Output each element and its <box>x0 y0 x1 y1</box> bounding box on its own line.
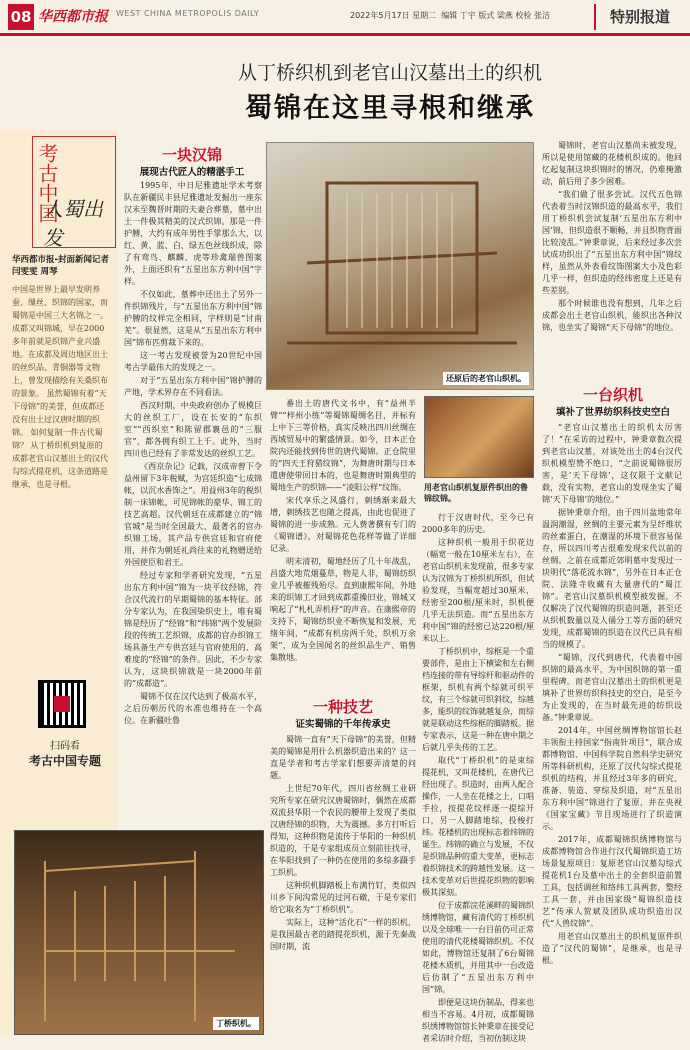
scan-line2: 考古中国专题 <box>28 754 101 768</box>
paragraph: 上世纪70年代，四川省丝绸工业研究所专家在研究汉唐蜀锦时，偶然在成都双流县华阳一个农民的腰带上发现了类似汉唐经锦的织物，大为震撼。多方打听后得知，这种织物是流传于华阳的一种织机织造的，于是专家组成员立刻前往找寻，在华阳找到了一种仍在使用的多综多蹑手工织机。 <box>270 784 416 877</box>
seal-top-text: 考古中国 <box>35 143 59 223</box>
paragraph: 这一考古发现被誉为20世纪中国考古学最伟大的发现之一。 <box>124 351 262 372</box>
column-seal <box>32 136 116 248</box>
section3-body <box>542 422 682 1038</box>
byline: 华西都市报-封面新闻记者 闫雯雯 周琴 <box>12 255 110 277</box>
page-number: 08 <box>8 4 34 30</box>
qr-code-icon[interactable] <box>38 680 86 728</box>
section3-title: 一台织机 <box>582 386 643 404</box>
paragraph: 用老官山汉墓出土的织机复原件织造了“汉代的蜀锦”，是继承，也是寻根。 <box>542 932 682 965</box>
paragraph: 明末清初，蜀地经历了几十年战乱，昌盛大地荒烟蔓草，物是人非，蜀锦纺织业几乎被摧残殆尽。直到康熙年间，外地来的织锦工才回到成都重操旧业，锦城又响起了“札札弄机杼”的声音。在康熙帝的支持下，蜀锦纺织业不断恢复和发展，光绪年间，“成都有机房两千处，织机万余架”，成为全国闻名的丝织品生产、销售集散地。 <box>270 557 416 662</box>
section1-continued <box>270 398 416 688</box>
section1-body <box>124 180 262 828</box>
paragraph: “我们做了很多尝试。汉代五色锦代表着当时汉锦织造的最高水平，我们用丁桥织机尝试复制‘五星出东方利中国’锦，但织造很不顺畅，并且织物背面比较凌乱。”钟秉章说，后来经过多次尝试成功织出了“五星出东方利中国”锦纹样，虽然从外表看纹饰图案大小及色彩几乎一样，但织造的经纬密度上还是有些差别。 <box>542 190 682 295</box>
issue-meta <box>350 10 550 21</box>
sidebar-intro: 中国是世界上最早发明养蚕、缫丝、织锦的国家，而蜀锦是中国三大名锦之一。成都又叫锦城，早在2000多年前就是织锦产业兴盛地。在成都及周边地区出土的丝织品、青铜器等文物上，曾发现描绘有关桑织布的景象。 虽然蜀锦有着“天下母锦”的美誉，但成都还没有出土过汉唐时期的织锦。 如何复制一件古代蜀锦？ 从丁桥织机到复原的成都老官山汉墓出土的汉代勾综式提花机，这条道路是继承，也是寻根。 <box>12 285 108 489</box>
headline-main: 蜀锦在这里寻根和继承 <box>245 93 535 124</box>
loom-illustration <box>15 831 265 1036</box>
section1-subtitle: 展现古代匠人的精湛手工 <box>139 167 245 178</box>
paragraph: 1995年，中日尼雅遗址学术考察队在新疆民丰县尼雅遗址发掘出一座东汉末至魏晋时期的夫妻合葬墓，墓中出土一件极其精美的汉式织锦。那是一件护膊，大约有成年男性手掌那么大，以红、黄、蓝、白、绿五色丝线织成，除了有鸾鸟、麒麟、虎等珍禽瑞兽图案外，上面还织有“五星出东方利中国”字样。 <box>124 181 262 286</box>
issue-date: 2022年5月17日 星期二 <box>350 11 437 20</box>
caption-main-photo: 还原后的老官山织机。 <box>443 372 529 385</box>
photo-laoguanshan-loom <box>266 142 534 390</box>
paragraph: 不仅如此，墓葬中还出土了另外一件织锦残片，与“五星出东方利中国”锦护膊的纹样完全相同，字样则是“讨南羌”。很显然，这是从“五星出东方利中国”锦布匹剪裁下来的。 <box>124 290 262 347</box>
section1-title: 一块汉锦 <box>161 146 222 164</box>
section-label: 特别报道 <box>594 4 684 30</box>
paragraph: “蜀锦，汉代到唐代，代表着中国织锦的最高水平，为中国织锦的第一重里程碑。而老官山汉墓出土的织机更是填补了世界纺织科技史的空白，是至今为止发现的，在当时最先进的纺织设备。”钟秉章说。 <box>542 653 682 722</box>
paragraph: 位于成都浣花溪畔的蜀锦织绣博物馆，藏有清代的丁桥织机以及全球唯一一台目前仍可正常使用的清代花楼蜀锦织机。不仅如此，博物馆还复制了6台蜀锦花楼木质机，并用其中一台改造后仿制了“五星出东方利中国”锦。 <box>422 901 534 994</box>
headline-kicker: 从丁桥织机到老官山汉墓出土的织机 <box>237 62 542 84</box>
section2-body <box>270 734 416 1038</box>
paragraph: 宋代享乐之风盛行，刺绣渐来最大增，刺绣技艺也随之提高，由此也促进了蜀锦的进一步成熟。元人费著撰有专门的《蜀锦谱》，对蜀锦花色花样等做了详细记录。 <box>270 496 416 553</box>
paragraph: 实际上，这种“活化石”一样的织机，是我国最古老的踏提花织机，源于先秦战国时期，流 <box>270 918 416 951</box>
paragraph: 蜀锦一直有“天下母锦”的美誉，但精美的蜀锦是用什么机器织造出来的？这一直是学者和考古学家们想要弄清楚的问题。 <box>270 735 416 780</box>
paper-name-en: WEST CHINA METROPOLIS DAILY <box>116 9 260 18</box>
paragraph: 这种织机脚踏板上布满竹钉，类似四川乡下间沟常见的过河石礅，于是专家们给它取名为“丁桥织机”。 <box>270 881 416 914</box>
paragraph: 取代“丁桥织机”的是束综提花机，又叫花楼机，在唐代已经出现了。织造时，由两人配合操作，一人坐在花楼之上，口唱手拉，按提花纹样逐一提综开口，另一人脚踏地综，投梭打纬。花楼机的出现标志着纬锦的诞生。纬锦的确立与发展，不仅是织锦品种的重大变革，更标志着织锦技术的跨越性发展。这一技术变革对后世提花织物的影响极其深刻。 <box>422 756 534 897</box>
scan-prompt <box>20 740 110 770</box>
loom-photo-illustration <box>267 143 535 391</box>
section2-title: 一种技艺 <box>312 698 373 716</box>
caption-left-photo: 丁桥织机。 <box>213 1017 259 1030</box>
caption-inset-photo: 用老官山织机复原件织出的鲁锦纹锦。 <box>424 483 528 503</box>
paragraph: 丁桥织机中，综框是一个重要部件，是由上下横梁和左右侧档连接的带有导综杆和驱动件的框架，织机有两个综就可织平纹，有三个综就可织斜纹，综越多，能织的纹饰就越复杂，而综就是联动这些综框的脚踏板。据专家表示，这是一种在唐中期之后就几乎失传的工艺。 <box>422 647 534 752</box>
paragraph: 行于汉唐时代，至今已有2000多年的历史。 <box>422 513 534 534</box>
paragraph: 蜀锦时，老官山汉墓尚未被发现，所以是使用馆藏的花楼机织成的。他回忆起复制这块织锦时的情况，仍难掩激动，前后用了多少困难。 <box>542 141 682 186</box>
paragraph: 2017年，成都蜀锦织绣博物馆与成都博物馆合作进行汉代蜀锦织造工坊场景复原项目：复原老官山汉墓勾综式提花机1台及墓中出土的全套织造前置工具，包括调丝和络纬工具两套，整经工具一套，并由国家级“蜀锦织造技艺”传承人贺斌及团队成功织造出汉代“人兽纹锦”。 <box>542 835 682 928</box>
section2-continued <box>422 512 534 1043</box>
paragraph: 经过专家和学者研究发现，“五星出东方利中国”锦为一块平纹经锦，符合汉代流行的早期蜀锦的基本特征。部分专家认为，在我国染织史上，唯有蜀锦是经历了“经锦”和“纬锦”两个发展阶段的传统工艺织锦，成都的官办织锦工场具备生产专供宫廷与官府使用的、高难度的“经锦”的条件。因此，不少专家认为，这块织锦就是一块2000年前的“成都造”。 <box>124 571 262 688</box>
section3-subtitle: 填补了世界纺织科技史空白 <box>555 407 670 418</box>
paragraph: 2014年，中国丝绸博物馆馆长赵丰领衔主持国家“指南针项目”，联合成都博物馆、中国科学院自然科学史研究所等科研机构，还原了汉代勾综式提花织机的结构，并且经过3年多的研究、准备、装造、穿综及织造，对“五星出东方利中国”锦进行了复原，并在央视《国家宝藏》节目现场进行了织造演示。 <box>542 726 682 831</box>
paragraph: 番出土的唐代文书中，有“益州半臂”“梓州小练”等蜀锦蜀绸名目，并标有上中下三等价格，真实反映出四川丝绸在西域贸易中的繁盛情景。如今，日本正仓院内还能找到传世的唐代蜀锦。正仓院里的“四天王狩猎纹锦”，为舞唐时期与日本遣唐使带回日本的，也是舞唐时期典型的蜀地生产的织锦——“凌阳公样”纹饰。 <box>270 399 416 492</box>
paragraph: 蜀锦不仅在汉代达到了极高水平，之后历朝历代的水准也维持在一个高位。在新疆吐鲁 <box>124 692 262 725</box>
scan-line1: 扫码看 <box>50 741 80 752</box>
issue-editors: 编辑 丁宇 版式 梁燕 校检 张洁 <box>441 11 550 20</box>
photo-woven-brocade <box>424 396 534 478</box>
paragraph: 对于“五星出东方利中国”锦护膊的产地，学术界存在不同看法。 <box>124 376 262 397</box>
photo-dingqiao-loom <box>14 830 264 1035</box>
paragraph: 西汉时期，中央政府创办了规模巨大的丝织工厂，设在长安的“东织室”“西织室”和陈留郡襄邑的“三服官”，都各拥有织工上千。此外，当时四川也已经有了非常发达的丝织工艺。 <box>124 401 262 458</box>
section2-continued-right <box>542 140 682 362</box>
paragraph: 即便是这块仿制品，得来也相当不容易。4月初，成都蜀锦织绣博物馆馆长钟秉章在接受记者采访时介绍，当初仿制这块 <box>422 998 534 1043</box>
paragraph: 那个时候谁也没有想到，几年之后成都会出土老官山织机，能织出各种汉锦，也坐实了蜀锦“天下母锦”的地位。 <box>542 299 682 332</box>
masthead-rule <box>0 33 690 36</box>
paragraph: 据钟秉章介绍，由于四川盆地常年温润潮湿，丝绸的主要元素为呈纤维状的丝素蛋白，在潮湿的环境下很容易保存，所以四川考古很难发现宋代以前的丝绸。之前在成都近郊明墓中发现过一块明代“落花流水锦”，另外在日本正仓院、法隆寺收藏有大量唐代的“蜀江锦”。老官山汉墓织机模型被发掘，不仅解决了汉代蜀锦的织造问题，甚至还从织机数量以及人俑分工等方面的研究发现，成都蜀锦的织造在汉代已具有相当的规模了。 <box>542 508 682 649</box>
section2-subtitle: 证实蜀锦的千年传承史 <box>295 719 391 730</box>
paragraph: “老官山汉墓出土的织机太厉害了！”在采访的过程中，钟秉章数次提到老官山汉墓，对该处出土的4台汉代织机模型赞不绝口，“之前说蜀锦很厉害，是‘天下母锦’，这仅限于文献记载，没有实物，老官山的发现坐实了蜀锦‘天下母锦’的地位。” <box>542 423 682 504</box>
seal-bottom-text: 人蜀出发 <box>43 197 103 250</box>
paragraph: 《西京杂记》记载，汉成帝曾下令益州留下3年税赋，为宫廷织造“七成锦帐，以沉水香饰之”。用益州3年的税织制一床锦帐，可见锦帐的豪华、锦工的技艺高超。汉代朝廷在成都建立的“锦官城”是当时全国最大、最著名的官办织锦工场，其产品专供宫廷和官府使用，并作为朝廷礼尚往来的礼物赠送给外国使臣和君王。 <box>124 462 262 567</box>
paper-logo: 华西都市报 <box>38 9 108 25</box>
qr-logo-icon <box>54 696 70 712</box>
paragraph: 这种织机一般用于织花边（幅宽一般在10厘米左右），在老官山织机未发现前，很多专家认为汉锦为丁桥织机所织，但试验发现，当幅宽超过30厘米，经密至200根/厘米时，织机便几乎无法织造。而“五星出东方利中国”锦的经密已达220根/厘米以上。 <box>422 538 534 643</box>
